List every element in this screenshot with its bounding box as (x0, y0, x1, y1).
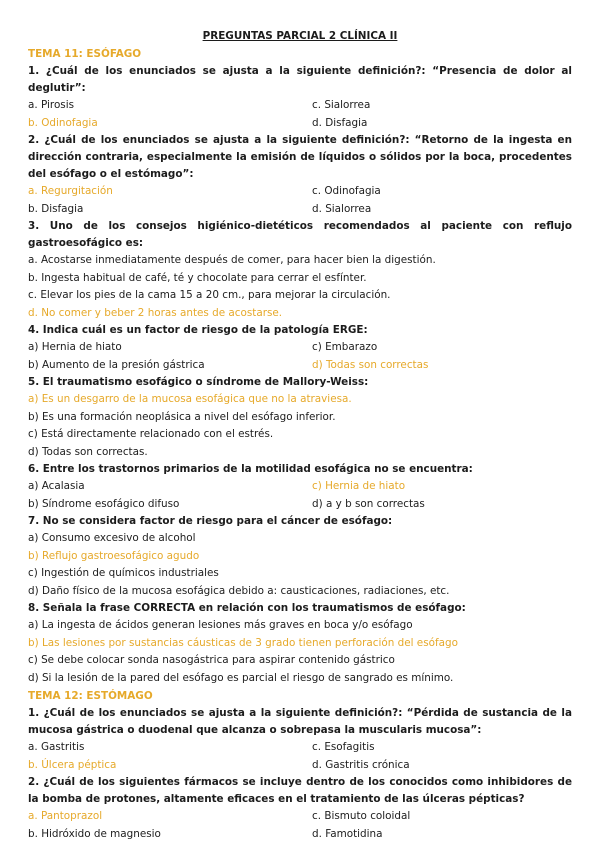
question-s1: 1. ¿Cuál de los enunciados se ajusta a la siguiente definición?: “Pérdida de sustancia de la mucosa gástrica o duodenal que alcanza o sobrepasa la muscularis mucosa”: (28, 707, 572, 736)
question-3: 3. Uno de los consejos higiénico-dietéticos recomendados al paciente con reflujo gastroesofágico es: (28, 220, 572, 249)
options-row (28, 496, 572, 514)
question-2: 2. ¿Cuál de los enunciados se ajusta a la siguiente definición?: “Retorno de la ingesta en dirección contraria, especialmente la emisión de líquidos o sólidos por la boca, procedentes del esófago o el estómago”: (28, 134, 572, 180)
option-d: d) Si la lesión de la pared del esófago es parcial el riesgo de sangrado es mínimo. (28, 671, 454, 684)
option-b: b. Hidróxido de magnesio (28, 827, 161, 840)
option-b: b) Es una formación neoplásica a nivel del esófago inferior. (28, 410, 336, 423)
option-d: d) Daño físico de la mucosa esofágica debido a: causticaciones, radiaciones, etc. (28, 584, 450, 597)
option-a: a. Acostarse inmediatamente después de comer, para hacer bien la digestión. (28, 254, 436, 266)
option-a: a. Gastritis (28, 741, 85, 753)
option-b: b. Ingesta habitual de café, té y chocolate para cerrar el esfínter. (28, 271, 367, 284)
option-d: d. Sialorrea (312, 202, 372, 215)
options-row (28, 201, 572, 219)
option-d: d. Famotidina (312, 827, 383, 840)
option-a: a) La ingesta de ácidos generan lesiones más graves en boca y/o esófago (28, 619, 413, 631)
option-b-correct: b) Las lesiones por sustancias cáusticas de 3 grado tienen perforación del esófago (28, 636, 458, 649)
option-d: d. Disfagia (312, 116, 368, 129)
option-c: c) Está directamente relacionado con el estrés. (28, 428, 274, 440)
question-7: 7. No se considera factor de riesgo para el cáncer de esófago: (28, 515, 393, 527)
option-b: b) Aumento de la presión gástrica (28, 358, 205, 371)
option-a: a) Hernia de hiato (28, 341, 122, 353)
options-row (28, 115, 572, 133)
question-s2: 2. ¿Cuál de los siguientes fármacos se incluye dentro de los conocidos como inhibidores de la bomba de protones, altamente eficaces en el tratamiento de las úlceras pépticas? (28, 776, 572, 805)
question-6: 6. Entre los trastornos primarios de la motilidad esofágica no se encuentra: (28, 463, 473, 475)
option-c-correct: c) Hernia de hiato (312, 480, 406, 492)
option-d: d. Gastritis crónica (312, 758, 410, 771)
options-row (28, 357, 572, 375)
option-c: c) Se debe colocar sonda nasogástrica para aspirar contenido gástrico (28, 654, 395, 666)
options-row (28, 757, 572, 775)
options-row (28, 826, 572, 844)
option-c: c) Ingestión de químicos industriales (28, 567, 219, 579)
option-c: c) Embarazo (312, 341, 378, 353)
page-title: PREGUNTAS PARCIAL 2 CLÍNICA II (202, 30, 398, 42)
option-a: a) Consumo excesivo de alcohol (28, 532, 196, 544)
options-row (28, 97, 572, 115)
options-row (28, 478, 572, 496)
option-c: c. Bismuto coloidal (312, 810, 411, 822)
question-1: 1. ¿Cuál de los enunciados se ajusta a la siguiente definición?: “Presencia de dolor al deglutir”: (28, 65, 572, 94)
option-b: b. Disfagia (28, 202, 84, 215)
option-a-correct: a) Es un desgarro de la mucosa esofágica que no la atraviesa. (28, 393, 352, 405)
option-b-correct: b. Úlcera péptica (28, 758, 117, 771)
option-a: a) Acalasia (28, 480, 85, 492)
option-c: c. Elevar los pies de la cama 15 a 20 cm., para mejorar la circulación. (28, 289, 391, 301)
option-a: a. Pirosis (28, 99, 75, 111)
question-4: 4. Indica cuál es un factor de riesgo de la patología ERGE: (28, 324, 368, 336)
option-b-correct: b. Odinofagia (28, 116, 98, 129)
option-b: b) Síndrome esofágico difuso (28, 497, 180, 510)
option-c: c. Esofagitis (312, 741, 375, 753)
option-d-correct: d) Todas son correctas (312, 358, 429, 371)
option-a-correct: a. Regurgitación (28, 185, 113, 197)
question-5: 5. El traumatismo esofágico o síndrome de Mallory-Weiss: (28, 376, 369, 388)
question-8: 8. Señala la frase CORRECTA en relación con los traumatismos de esófago: (28, 602, 466, 614)
option-d: d) Todas son correctas. (28, 445, 148, 458)
topic-heading-esofago: TEMA 11: ESÓFAGO (28, 48, 142, 60)
topic-heading-estomago: TEMA 12: ESTÓMAGO (28, 690, 153, 702)
option-b-correct: b) Reflujo gastroesofágico agudo (28, 549, 200, 562)
options-row (28, 339, 572, 357)
option-d-correct: d. No comer y beber 2 horas antes de acostarse. (28, 306, 283, 319)
option-c: c. Odinofagia (312, 185, 381, 197)
option-a-correct: a. Pantoprazol (28, 810, 103, 822)
options-row (28, 183, 572, 201)
options-row (28, 808, 572, 826)
option-d: d) a y b son correctas (312, 497, 425, 510)
option-c: c. Sialorrea (312, 99, 371, 111)
options-row (28, 739, 572, 757)
